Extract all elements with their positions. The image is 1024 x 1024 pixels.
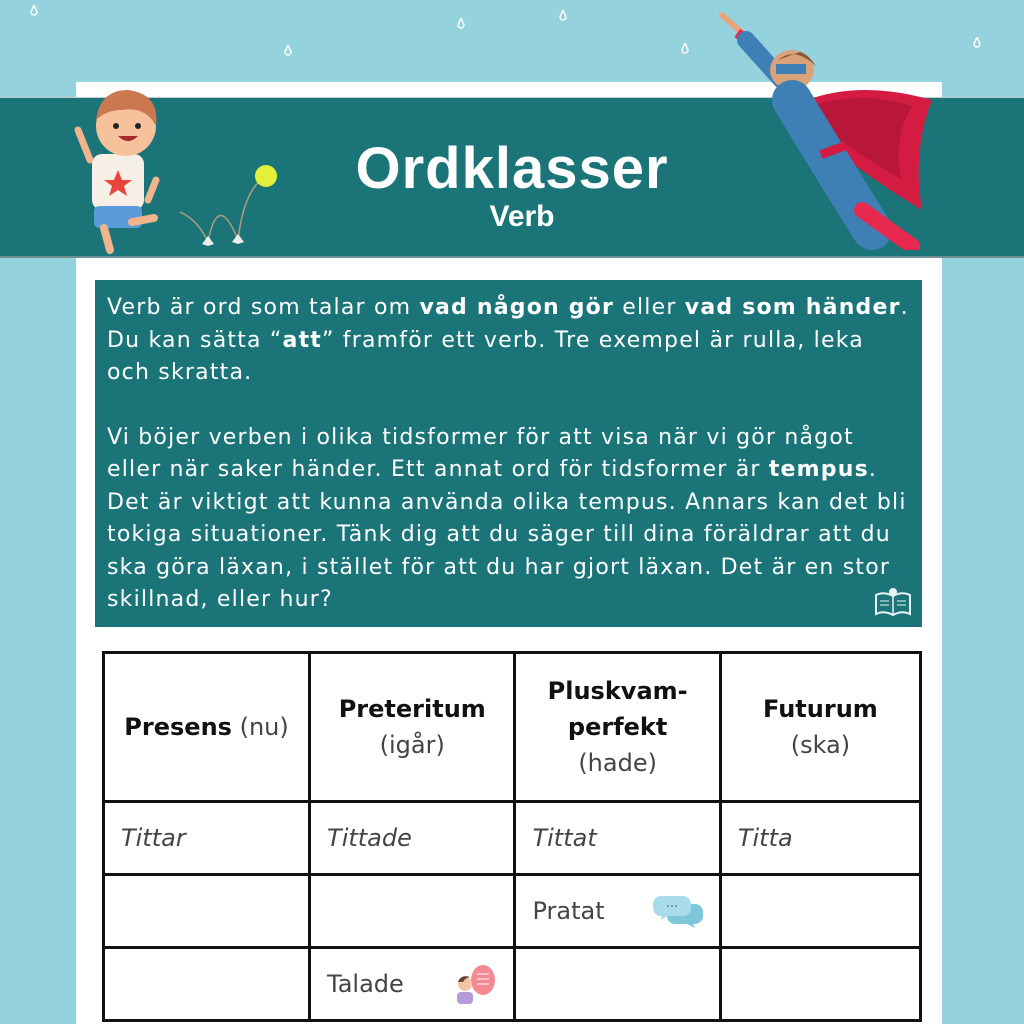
flying-superhero-illustration	[712, 10, 942, 250]
tense-table	[102, 651, 922, 1022]
table-cell: Titta	[720, 802, 920, 875]
table-header-row	[104, 653, 921, 802]
table-row	[104, 802, 921, 875]
table-cell	[104, 948, 310, 1021]
header-pluskvamperfekt: Pluskvam- perfekt (hade)	[515, 653, 720, 802]
raindrop-icon	[457, 18, 465, 29]
table-cell: Tittade	[310, 802, 515, 875]
raindrop-icon	[681, 43, 689, 54]
verb-explanation-box	[95, 280, 922, 627]
raindrop-icon	[973, 37, 981, 48]
header-preteritum: Preteritum (igår)	[310, 653, 515, 802]
page-subtitle: Verb	[489, 200, 555, 233]
table-cell	[515, 948, 720, 1021]
table-cell-pratat: Pratat	[515, 875, 720, 948]
table-row	[104, 948, 921, 1021]
speech-bubbles-icon	[653, 894, 703, 928]
table-cell: Tittat	[515, 802, 720, 875]
table-cell	[720, 875, 920, 948]
person-speaking-icon	[453, 964, 497, 1004]
table-cell	[104, 875, 310, 948]
open-book-info-icon	[874, 587, 912, 617]
header-presens: Presens (nu)	[104, 653, 310, 802]
raindrop-icon	[30, 5, 38, 16]
raindrop-icon	[284, 45, 292, 56]
header-futurum: Futurum (ska)	[720, 653, 920, 802]
table-cell	[310, 875, 515, 948]
table-cell	[720, 948, 920, 1021]
intro-paragraph: Verb är ord som talar om vad någon gör eller vad som händer. Du kan sätta “att” framför ett verb. Tre exempel är rulla, leka och skratta.	[107, 295, 909, 385]
tempus-paragraph: Vi böjer verben i olika tidsformer för att visa när vi gör något eller när saker händer. Ett annat ord för tidsformer är tempus. Det är viktigt att kunna använda olika tempus. Annars kan det bli tokiga situationer. Tänk dig att du säger till dina föräldrar att du ska göra läxan, i stället för att du har gjort läxan. Det är en stor skillnad, eller hur?	[107, 424, 907, 612]
table-cell: Tittar	[104, 802, 310, 875]
raindrop-icon	[559, 10, 567, 21]
table-row	[104, 875, 921, 948]
table-cell-talade: Talade	[310, 948, 515, 1021]
page-title: Ordklasser	[355, 136, 669, 201]
